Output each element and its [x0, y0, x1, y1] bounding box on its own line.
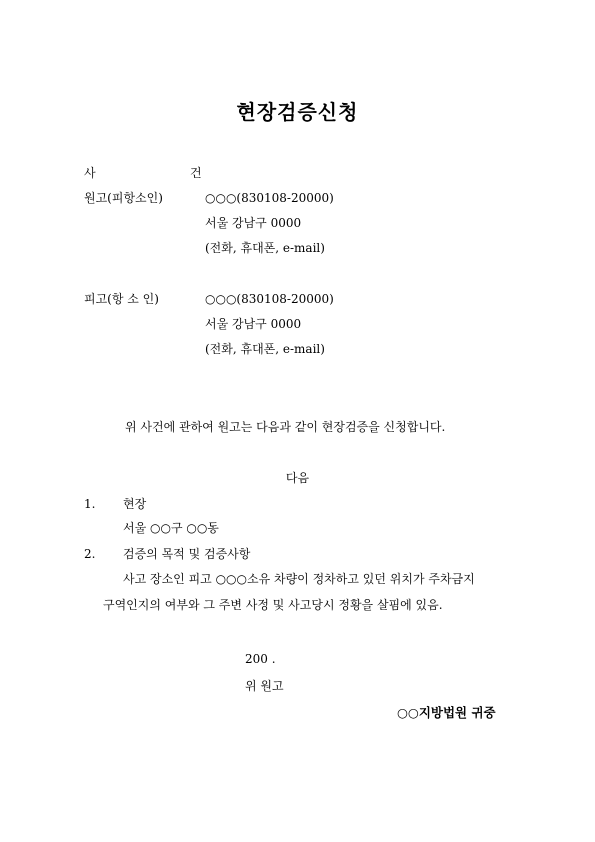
item-heading: 검증의 목적 및 검증사항 — [123, 547, 251, 561]
filing-date: 200 . — [245, 652, 276, 666]
intro-sentence: 위 사건에 관하여 원고는 다음과 같이 현장검증을 신청합니다. — [125, 420, 446, 434]
item-number: 1. — [84, 497, 96, 511]
item-line: 서울 ○○구 ○○동 — [123, 521, 219, 535]
defendant-address: 서울 강남구 0000 — [205, 317, 302, 331]
plaintiff-name: ○○○(830108-20000) — [205, 191, 334, 205]
item-heading: 현장 — [123, 497, 147, 511]
plaintiff-contact: (전화, 휴대폰, e-mail) — [205, 241, 325, 255]
item-number: 2. — [84, 547, 96, 561]
court-recipient: ○○지방법원 귀중 — [397, 705, 496, 720]
defendant-contact: (전화, 휴대폰, e-mail) — [205, 342, 325, 356]
case-label-left: 사 — [84, 166, 96, 180]
signer: 위 원고 — [245, 679, 284, 693]
defendant-name: ○○○(830108-20000) — [205, 292, 334, 306]
defendant-label: 피고(항 소 인) — [84, 292, 159, 306]
document-title: 현장검증신청 — [236, 100, 359, 124]
plaintiff-address: 서울 강남구 0000 — [205, 216, 302, 230]
case-label-right: 건 — [190, 166, 202, 180]
plaintiff-label: 원고(피항소인) — [84, 191, 163, 205]
following-heading: 다음 — [285, 471, 310, 485]
item-line: 구역인지의 여부와 그 주변 사정 및 사고당시 정황을 살핌에 있음. — [103, 598, 443, 612]
item-line: 사고 장소인 피고 ○○○소유 차량이 정차하고 있던 위치가 주차금지 — [123, 572, 475, 586]
